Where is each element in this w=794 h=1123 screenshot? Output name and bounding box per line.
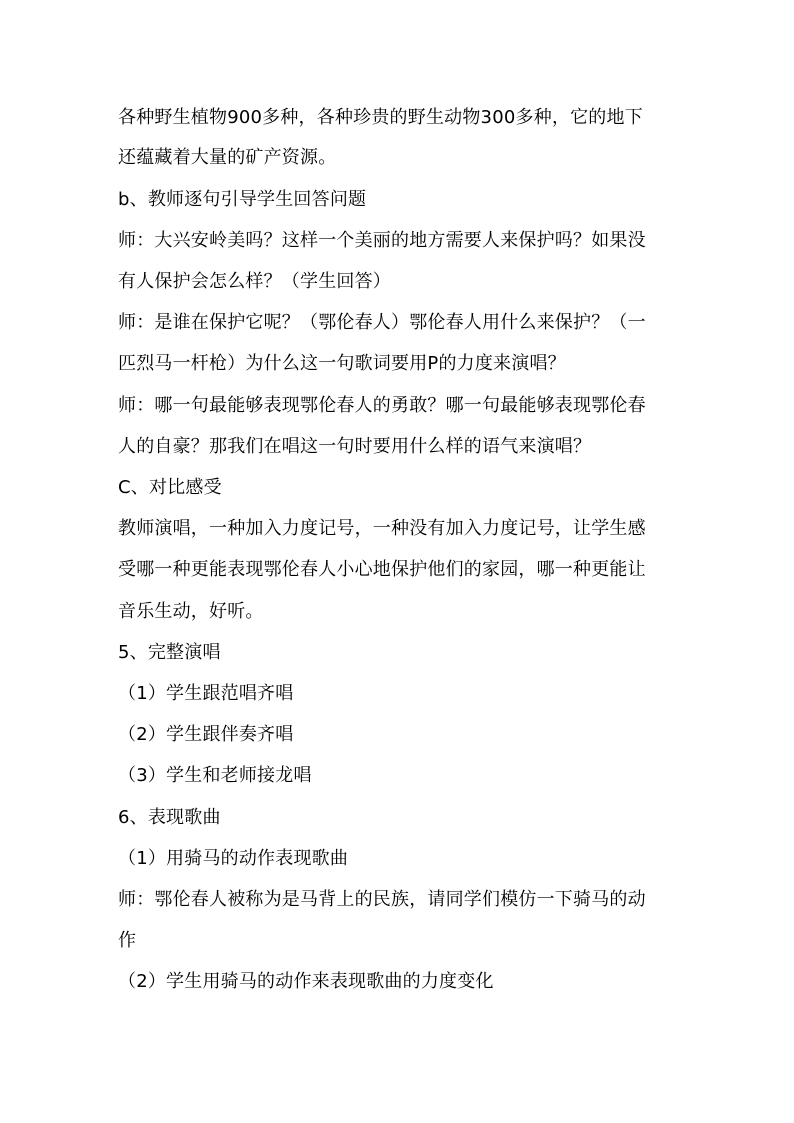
- section-heading: 5、完整演唱: [118, 642, 221, 663]
- section-heading: 6、表现歌曲: [118, 807, 221, 828]
- paragraph-line: 师：大兴安岭美吗？这样一个美丽的地方需要人来保护吗？如果没: [118, 230, 646, 251]
- list-item: （1）学生跟范唱齐唱: [118, 683, 294, 704]
- list-item: （2）学生跟伴奏齐唱: [118, 724, 294, 745]
- list-item: （1）用骑马的动作表现歌曲: [118, 848, 349, 869]
- paragraph-line: 有人保护会怎么样？（学生回答）: [118, 271, 391, 292]
- section-heading: C、对比感受: [118, 477, 222, 498]
- paragraph-line: 受哪一种更能表现鄂伦春人小心地保护他们的家园，哪一种更能让: [118, 559, 646, 580]
- section-heading: b、教师逐句引导学生回答问题: [118, 189, 367, 210]
- paragraph-line: 匹烈马一杆枪）为什么这一句歌词要用P的力度来演唱？: [118, 353, 566, 374]
- list-item: （3）学生和老师接龙唱: [118, 765, 312, 786]
- paragraph-line: 师：鄂伦春人被称为是马背上的民族，请同学们模仿一下骑马的动: [118, 889, 646, 910]
- paragraph-line: 作: [118, 930, 137, 951]
- paragraph-line: 师：哪一句最能够表现鄂伦春人的勇敢？哪一句最能够表现鄂伦春: [118, 395, 646, 416]
- paragraph-line: 音乐生动，好听。: [118, 601, 264, 622]
- paragraph-line: 还蕴藏着大量的矿产资源。: [118, 147, 337, 168]
- paragraph-line: 各种野生植物900多种，各种珍贵的野生动物300多种，它的地下: [118, 107, 643, 128]
- paragraph-line: 师：是谁在保护它呢？（鄂伦春人）鄂伦春人用什么来保护？（一: [118, 312, 646, 333]
- paragraph-line: 人的自豪？那我们在唱这一句时要用什么样的语气来演唱？: [118, 436, 592, 457]
- list-item: （2）学生用骑马的动作来表现歌曲的力度变化: [118, 971, 494, 992]
- paragraph-line: 教师演唱，一种加入力度记号，一种没有加入力度记号，让学生感: [118, 518, 646, 539]
